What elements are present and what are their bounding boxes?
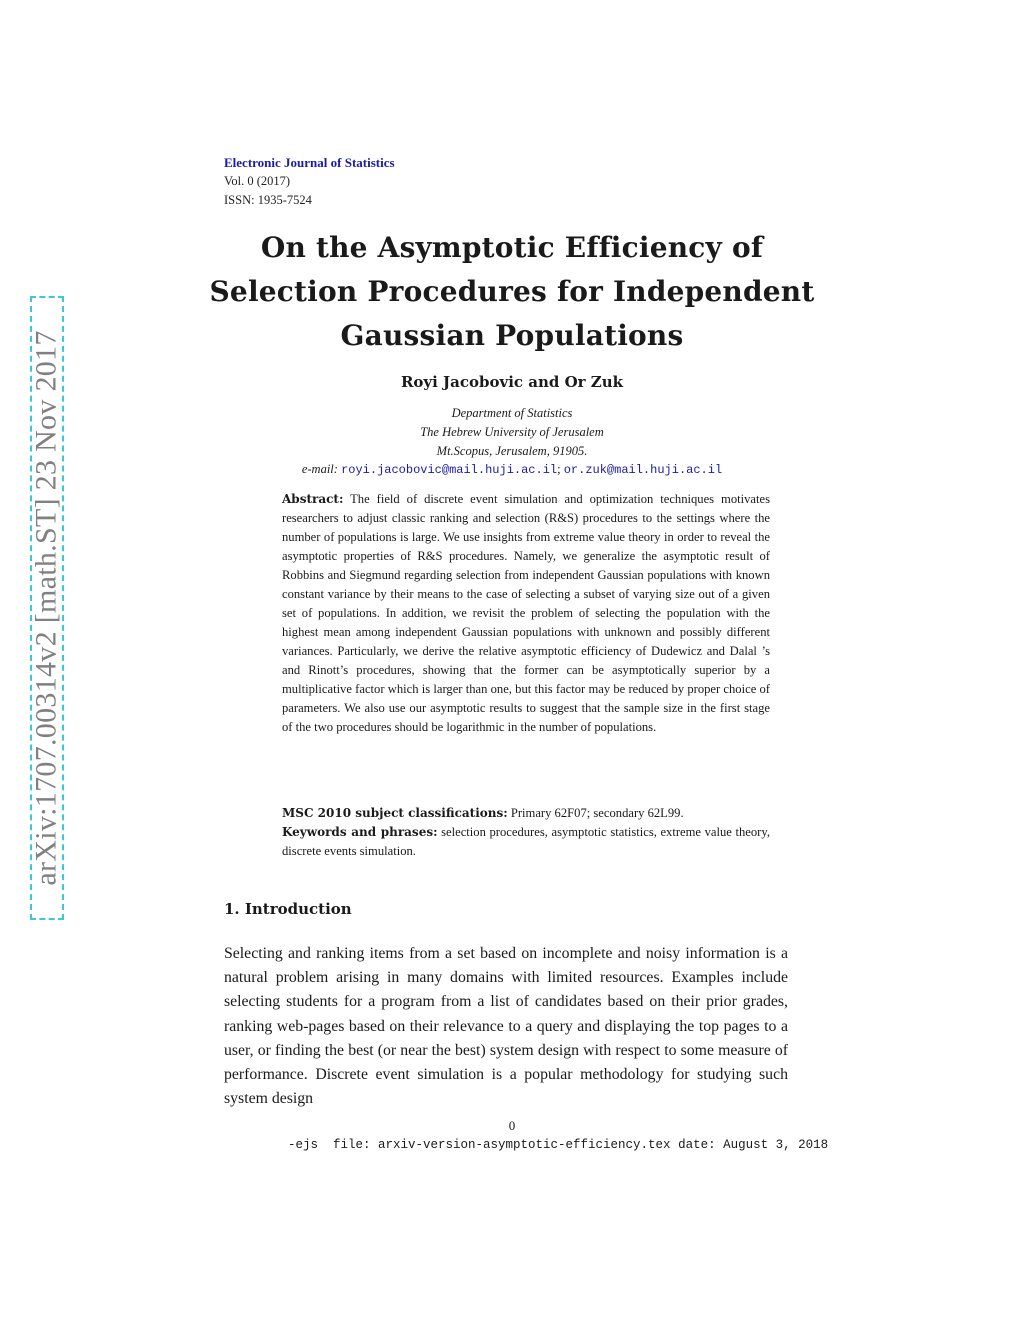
paper-title xyxy=(200,226,824,358)
authors: Royi Jacobovic and Or Zuk xyxy=(400,373,624,391)
abstract-label: Abstract: xyxy=(282,492,344,506)
title-line: Selection Procedures for Independent xyxy=(209,275,815,308)
abstract-text: The field of discrete event simulation and optimization techniques motivates researchers to adjust classic ranking and selection (R&S) procedures to the settings where the number of populations is large. We use insights from extreme value theory in order to reveal the asymptotic properties of R&S procedures. Namely, we generalize the asymptotic result of Robbins and Siegmund regarding selection from independent Gaussian populations with known constant variance by their means to the case of selecting a subset of varying size out of a given set of populations. In addition, we revisit the problem of selecting the population with the highest mean among independent Gaussian populations with unknown and possibly different variances. Particularly, we derive the relative asymptotic efficiency of Dudewicz and Dalal ’s and Rinott’s procedures, showing that the former can be asymptotically superior by a multiplicative factor which is larger than one, but this factor may be reduced by proper choice of parameters. We also use our asymptotic results to suggest that the sample size in the first stage of the two procedures should be logarithmic in the number of populations. xyxy=(282,492,770,734)
page-number: 0 xyxy=(508,1118,516,1133)
keywords-label: Keywords and phrases: xyxy=(282,825,438,839)
email-separator: ; xyxy=(557,462,561,476)
msc-line xyxy=(282,804,770,823)
title-line: Gaussian Populations xyxy=(340,319,684,352)
arxiv-stamp-text: arXiv:1707.00314v2 [math.ST] 23 Nov 2017 xyxy=(30,330,63,886)
keywords-text: selection procedures, asymptotic statistics, extreme value theory, discrete events simulation. xyxy=(282,825,770,858)
email-line xyxy=(200,462,824,477)
affiliation-address: Mt.Scopus, Jerusalem, 91905. xyxy=(436,444,588,458)
title-line: On the Asymptotic Efficiency of xyxy=(260,231,764,264)
affiliation-department: Department of Statistics xyxy=(451,406,573,420)
introduction-text: Selecting and ranking items from a set based on incomplete and noisy information is a natural problem arising in many domains with limited resources. Examples include selecting students for a program from a list of candidates based on their prior grades, ranking web-pages based on their relevance to a query and displaying the top pages to a user, or finding the best (or near the best) system design with respect to some measure of performance. Discrete event simulation is a popular methodology for studying such system design xyxy=(224,945,788,1108)
section-heading: 1. Introduction xyxy=(224,900,352,918)
email-link-1[interactable]: royi.jacobovic@mail.huji.ac.il xyxy=(341,463,558,477)
footer-fileinfo: -ejs file: arxiv-version-asymptotic-efficiency.tex date: August 3, 2018 xyxy=(288,1138,829,1152)
journal-name[interactable]: Electronic Journal of Statistics xyxy=(224,155,395,170)
classifications xyxy=(282,804,770,861)
keywords-line xyxy=(282,823,770,861)
abstract xyxy=(282,490,770,737)
journal-issn: ISSN: 1935-7524 xyxy=(224,193,312,207)
affiliation-university: The Hebrew University of Jerusalem xyxy=(420,425,604,439)
arxiv-stamp xyxy=(30,296,64,920)
email-link-2[interactable]: or.zuk@mail.huji.ac.il xyxy=(563,463,723,477)
msc-label: MSC 2010 subject classifications: xyxy=(282,806,508,820)
email-label: e-mail: xyxy=(301,462,338,476)
msc-text: Primary 62F07; secondary 62L99. xyxy=(510,806,684,820)
journal-volume: Vol. 0 (2017) xyxy=(224,174,291,188)
